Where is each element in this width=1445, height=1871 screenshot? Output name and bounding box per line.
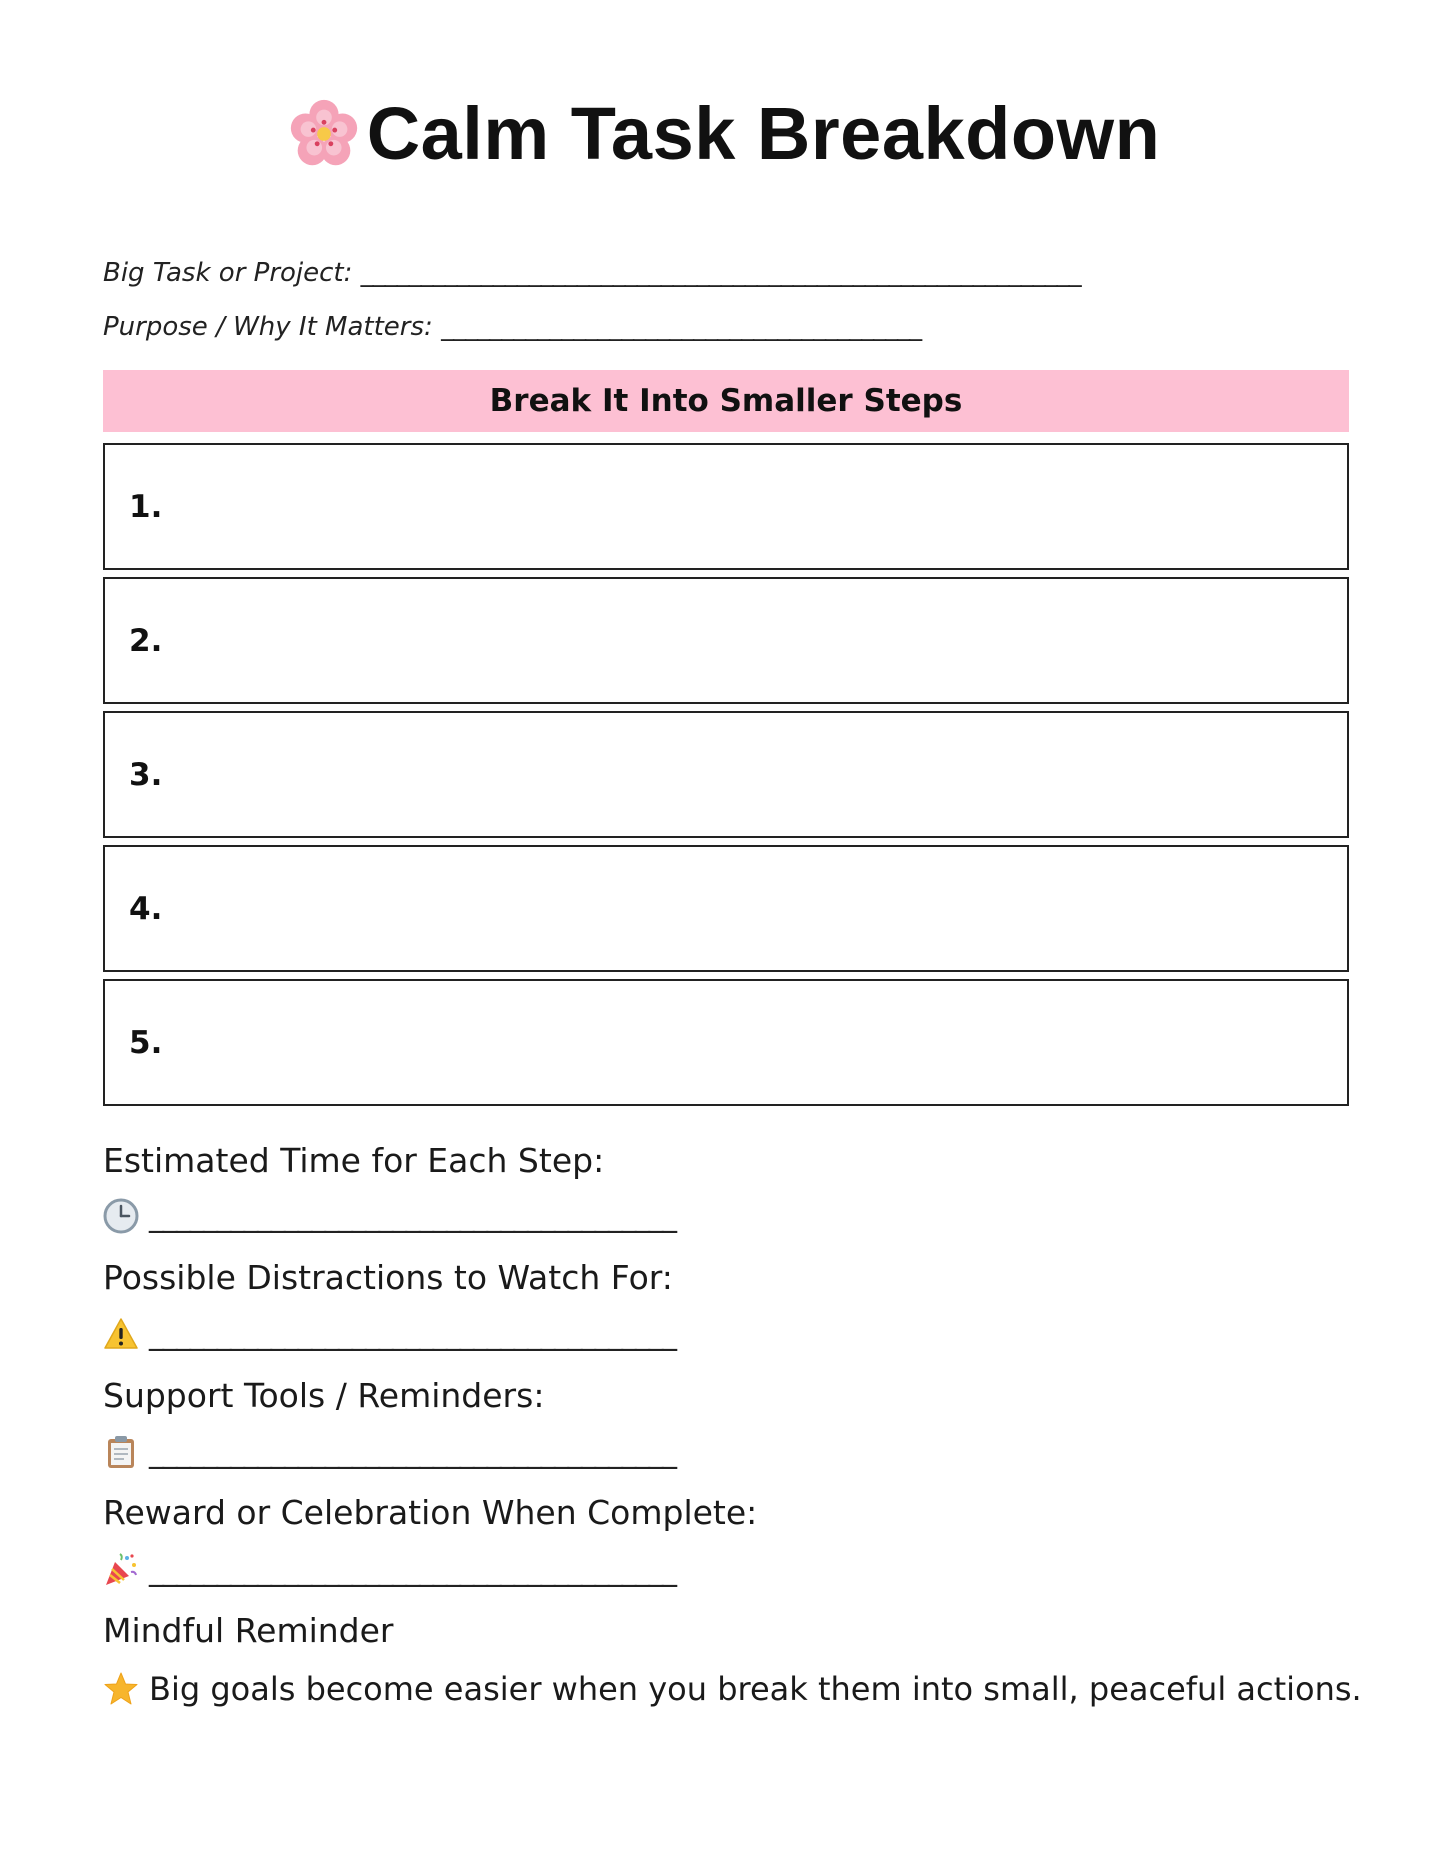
mindful-reminder-label: Mindful Reminder <box>103 1611 394 1650</box>
estimated-time-blank[interactable]: _______________________________________ <box>149 1198 676 1234</box>
clock-icon <box>103 1198 139 1234</box>
step-number: 4. <box>129 890 163 927</box>
reward-field[interactable] <box>103 1552 676 1588</box>
reward-label: Reward or Celebration When Complete: <box>103 1493 758 1532</box>
warning-icon <box>103 1316 139 1352</box>
distractions-label: Possible Distractions to Watch For: <box>103 1258 673 1297</box>
step-number: 2. <box>129 622 163 659</box>
distractions-blank[interactable]: _______________________________________ <box>149 1316 676 1352</box>
mindful-reminder-text: Big goals become easier when you break them into small, peaceful actions. <box>149 1670 1362 1708</box>
big-task-field[interactable] <box>103 258 1081 288</box>
support-tools-label: Support Tools / Reminders: <box>103 1376 545 1415</box>
estimated-time-field[interactable] <box>103 1198 676 1234</box>
reward-blank[interactable]: _______________________________________ <box>149 1552 676 1588</box>
purpose-field[interactable] <box>103 312 921 342</box>
step-box-5[interactable] <box>103 979 1349 1106</box>
star-icon <box>103 1671 139 1707</box>
support-tools-field[interactable] <box>103 1434 676 1470</box>
clipboard-icon <box>103 1434 139 1470</box>
big-task-blank[interactable]: ____________________________________________________________ <box>360 258 1081 288</box>
step-box-4[interactable] <box>103 845 1349 972</box>
step-number: 5. <box>129 1024 163 1061</box>
steps-section-header <box>103 370 1349 432</box>
support-tools-blank[interactable]: _______________________________________ <box>149 1434 676 1470</box>
page-title: Calm Task Breakdown <box>366 92 1161 175</box>
step-number: 1. <box>129 488 163 525</box>
party-popper-icon <box>103 1552 139 1588</box>
distractions-field[interactable] <box>103 1316 676 1352</box>
title-row <box>0 92 1445 175</box>
step-box-1[interactable] <box>103 443 1349 570</box>
cherry-blossom-icon <box>285 95 363 173</box>
step-number: 3. <box>129 756 163 793</box>
step-box-2[interactable] <box>103 577 1349 704</box>
step-box-3[interactable] <box>103 711 1349 838</box>
big-task-label: Big Task or Project: <box>103 258 353 288</box>
mindful-reminder <box>103 1670 1362 1708</box>
estimated-time-label: Estimated Time for Each Step: <box>103 1141 605 1180</box>
purpose-blank[interactable]: ________________________________________ <box>441 312 922 342</box>
purpose-label: Purpose / Why It Matters: <box>103 312 433 342</box>
steps-section-heading: Break It Into Smaller Steps <box>489 383 963 419</box>
